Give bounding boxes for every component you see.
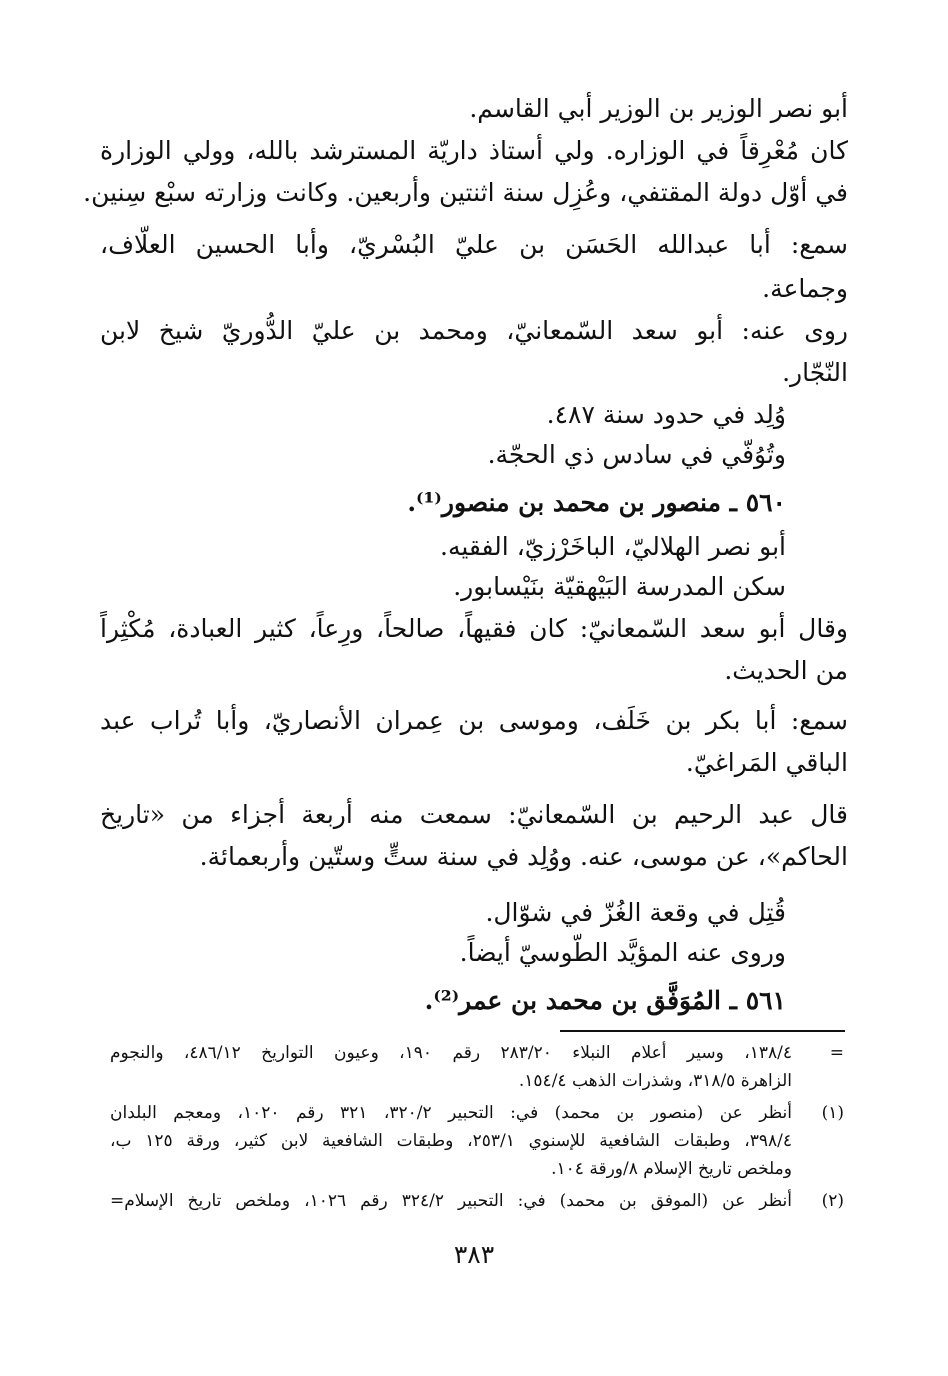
body-line: الحاكم»، عن موسى، عنه. ووُلِد في سنة ستٍّ وستّين وأربعمائة.	[199, 842, 848, 871]
body-line: وجماعة.	[762, 274, 848, 303]
footnote-continuation-mark: =	[829, 1043, 844, 1063]
body-line: في أوّل دولة المقتفي، وعُزِل سنة اثنتين وأربعين. وكانت وزارته سبْع سِنين.	[83, 178, 848, 207]
body-line: النّجّار.	[782, 358, 848, 387]
footnote-line: أنظر عن (الموفق بن محمد) في: التحبير ٣٢٤/٢ رقم ١٠٢٦، وملخص تاريخ الإسلام=	[110, 1191, 792, 1211]
body-line: وتُوُفّي في سادس ذي الحجّة.	[487, 440, 786, 469]
body-line: سمع: أبا بكر بن خَلَف، وموسى بن عِمران الأنصاريّ، وأبا تُراب عبد	[100, 706, 848, 735]
body-line: روى عنه: أبو سعد السّمعانيّ، ومحمد بن عليّ الدُّوريّ شيخ لابن	[100, 316, 848, 345]
footnote-line: وملخص تاريخ الإسلام ٨/ورقة ١٠٤.	[551, 1159, 792, 1179]
body-line: أبو نصر الهلاليّ، الباخَرْزيّ، الفقيه.	[440, 532, 786, 561]
footnote-line: ١٣٨/٤، وسير أعلام النبلاء ٢٨٣/٢٠ رقم ١٩٠، وعيون التواريخ ٤٨٦/١٢، والنجوم	[110, 1043, 792, 1063]
body-line: الباقي المَراغيّ.	[685, 748, 848, 777]
entry-heading-560: ٥٦٠ ـ منصور بن محمد بن منصور⁽¹⁾.	[407, 488, 786, 517]
body-line: قُتِل في وقعة الغُزّ في شوّال.	[485, 898, 786, 927]
entry-heading-561: ٥٦١ ـ المُوَفَّق بن محمد بن عمر⁽²⁾.	[424, 986, 786, 1015]
footnote-line: أنظر عن (منصور بن محمد) في: التحبير ٣٢٠/٢، ٣٢١ رقم ١٠٢٠، ومعجم البلدان	[110, 1103, 792, 1123]
body-line: من الحديث.	[724, 656, 848, 685]
body-line: وروى عنه المؤيَّد الطّوسيّ أيضاً.	[459, 938, 786, 967]
footnote-divider	[560, 1030, 845, 1032]
footnote-number: (٢)	[821, 1191, 844, 1211]
footnote-line: الزاهرة ٣١٨/٥، وشذرات الذهب ١٥٤/٤.	[518, 1071, 792, 1091]
body-line: أبو نصر الوزير بن الوزير أبي القاسم.	[469, 94, 848, 123]
body-line: وُلِد في حدود سنة ٤٨٧.	[546, 400, 786, 429]
body-line: سمع: أبا عبدالله الحَسَن بن عليّ البُسْريّ، وأبا الحسين العلّاف،	[100, 230, 848, 259]
body-line: سكن المدرسة البَيْهقيّة بنَيْسابور.	[453, 572, 786, 601]
body-line: كان مُعْرِقاً في الوزاره. ولي أستاذ داريّة المسترشد بالله، وولي الوزارة	[100, 136, 848, 165]
footnote-number: (١)	[821, 1103, 844, 1123]
body-line: قال عبد الرحيم بن السّمعانيّ: سمعت منه أربعة أجزاء من «تاريخ	[100, 800, 848, 829]
body-line: وقال أبو سعد السّمعانيّ: كان فقيهاً، صالحاً، ورِعاً، كثير العبادة، مُكْثِراً	[100, 614, 848, 643]
page-number: ٣٨٣	[453, 1240, 495, 1269]
footnote-line: ٣٩٨/٤، وطبقات الشافعية للإسنوي ٢٥٣/١، وطبقات الشافعية لابن كثير، ورقة ١٢٥ ب،	[110, 1131, 792, 1151]
